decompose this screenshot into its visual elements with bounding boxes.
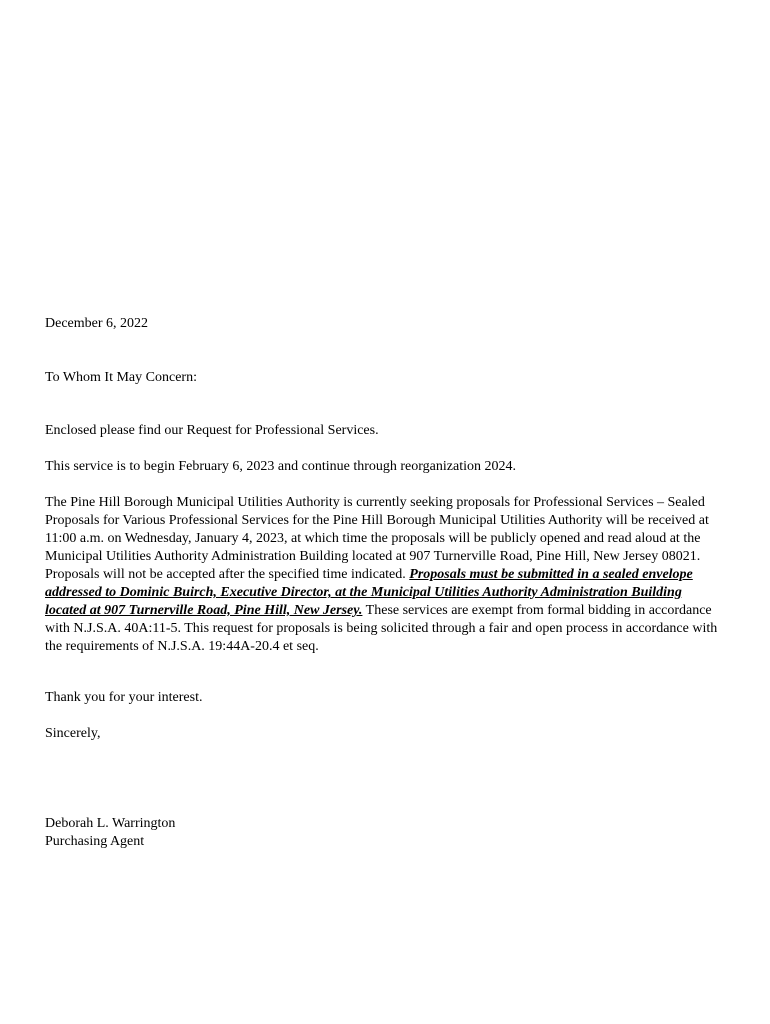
signer-title: Purchasing Agent xyxy=(45,834,145,849)
salutation: To Whom It May Concern: xyxy=(45,370,197,385)
service-period-paragraph: This service is to begin February 6, 2023 and continue through reorganization 2024. xyxy=(45,459,516,474)
signature-block xyxy=(45,815,725,851)
closing-line: Sincerely, xyxy=(45,726,101,741)
letter-date: December 6, 2022 xyxy=(45,316,149,331)
proposal-details-paragraph xyxy=(45,494,725,656)
submission-instructions: Proposals must be submitted in a sealed envelope addressed to Dominic Buirch, Executive Director, at the Municipal Utilities Authority Administration Building located at 907 Turnerville Road, Pine Hill, New Jersey. xyxy=(45,567,693,618)
enclosed-paragraph: Enclosed please find our Request for Professional Services. xyxy=(45,423,379,438)
exemption-text: These services are exempt from formal bidding in accordance with N.J.S.A. 40A:11-5. This request for proposals is being solicited through a fair and open process in accordance with the requirements of N.J.S.A. 19:44A-20.4 et seq. xyxy=(45,603,718,654)
proposal-intro-text: The Pine Hill Borough Municipal Utilities Authority is currently seeking proposals for Professional Services – Sealed Proposals for Various Professional Services for the Pine Hill Borough Municipal Utilities Authority will be received at 11:00 a.m. on Wednesday, January 4, 2023, at which time the proposals will be publicly opened and read aloud at the Municipal Utilities Authority Administration Building located at 907 Turnerville Road, Pine Hill, New Jersey 08021. Proposals will not be accepted after the specified time indicated. xyxy=(45,495,709,582)
signer-name: Deborah L. Warrington xyxy=(45,816,176,831)
thanks-line: Thank you for your interest. xyxy=(45,690,203,705)
